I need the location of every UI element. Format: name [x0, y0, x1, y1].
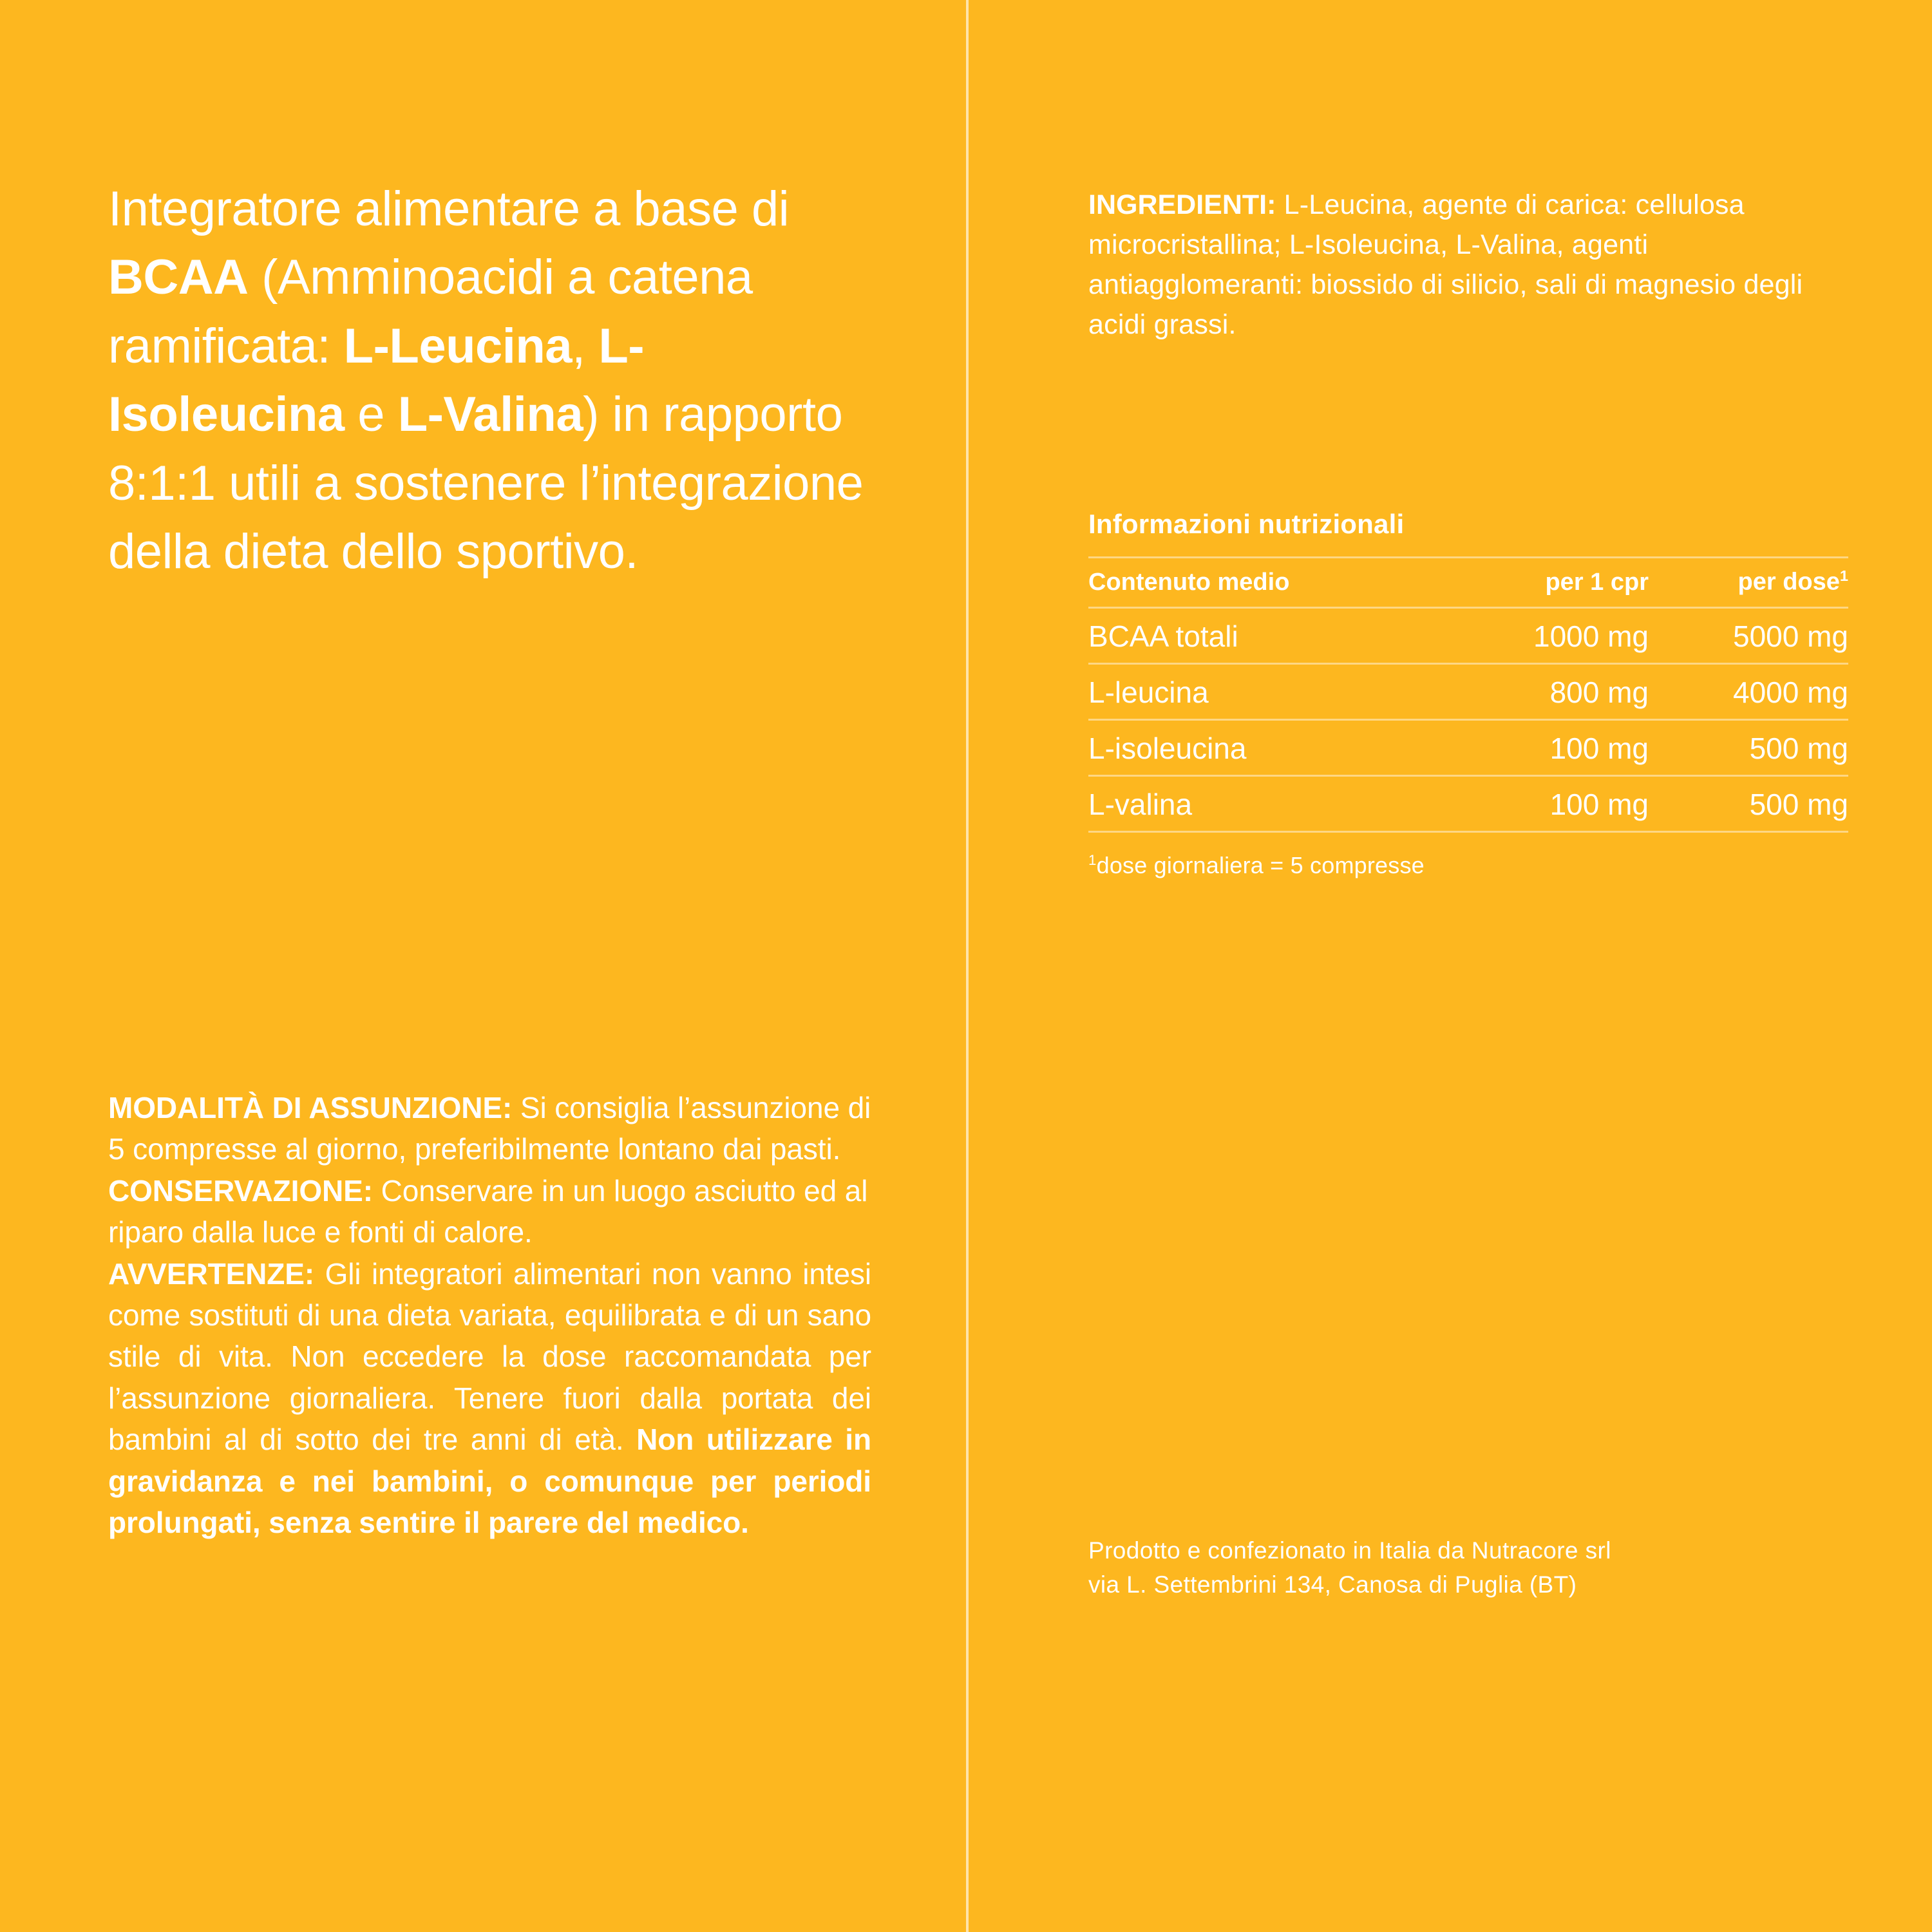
headline-seg-7: L-Valina [397, 387, 583, 442]
ingredients-label: INGREDIENTI: [1088, 189, 1276, 220]
headline-seg-0: Integratore alimentare a base di [108, 182, 790, 236]
row-name: L-leucina [1088, 663, 1449, 719]
usage-and-warnings-block [108, 1087, 871, 1543]
col-header-per-dose-superscript: 1 [1839, 567, 1848, 584]
left-column [108, 0, 871, 1932]
col-header-per-dose [1649, 558, 1848, 608]
row-per-dose: 500 mg [1649, 775, 1848, 831]
table-row [1088, 663, 1848, 719]
intake-paragraph [108, 1087, 871, 1170]
warning-label: AVVERTENZE: [108, 1256, 315, 1291]
col-header-per-dose-label: per dose [1738, 568, 1840, 596]
headline-seg-3: L-Leucina [343, 318, 573, 374]
row-per-cpr: 800 mg [1449, 663, 1649, 719]
nutrition-footnote [1088, 852, 1848, 879]
storage-paragraph [108, 1170, 871, 1253]
nutrition-title: Informazioni nutrizionali [1088, 509, 1405, 539]
intake-text: Si consiglia l’assunzione di 5 compresse al giorno, preferibilmente lontano dai pasti. [108, 1091, 871, 1166]
col-header-per-cpr: per 1 cpr [1449, 558, 1649, 608]
row-per-dose: 500 mg [1649, 719, 1848, 775]
ingredients-text: L-Leucina, agente di carica: cellulosa microcristallina; L-Isoleucina, L-Valina, agenti antiagglomeranti: biossido di silicio, sali di magnesio degli acidi grassi. [1088, 189, 1803, 340]
storage-text: Conservare in un luogo asciutto ed al riparo dalla luce e fonti di calore. [108, 1173, 868, 1249]
product-description-headline [108, 175, 875, 586]
row-per-cpr: 100 mg [1449, 719, 1649, 775]
nutrition-footnote-text: dose giornaliera = 5 compresse [1096, 851, 1425, 878]
warning-paragraph [108, 1253, 871, 1544]
column-divider [966, 0, 969, 1932]
row-per-dose: 4000 mg [1649, 663, 1848, 719]
nutrition-facts-block [1088, 509, 1848, 879]
manufacturer-line-2: via L. Settembrini 134, Canosa di Puglia (BT) [1088, 1571, 1577, 1598]
manufacturer-line-1: Prodotto e confezionato in Italia da Nutracore srl [1088, 1537, 1611, 1564]
headline-seg-6: e [344, 387, 398, 442]
row-name: L-valina [1088, 775, 1449, 831]
row-per-cpr: 1000 mg [1449, 607, 1649, 663]
headline-seg-8: ) in rapporto 8:1:1 utili a sostenere l’integrazione della dieta dello sportivo. [108, 387, 864, 579]
table-row [1088, 719, 1848, 775]
row-per-cpr: 100 mg [1449, 775, 1649, 831]
right-column [1088, 0, 1855, 1932]
storage-label: CONSERVAZIONE: [108, 1173, 373, 1208]
col-header-content: Contenuto medio [1088, 558, 1449, 608]
warning-bold-text: Non utilizzare in gravidanza e nei bambini, o comunque per periodi prolungati, senza sentire il parere del medico. [108, 1423, 871, 1539]
table-row [1088, 775, 1848, 831]
row-name: L-isoleucina [1088, 719, 1449, 775]
table-row [1088, 607, 1848, 663]
nutrition-footnote-superscript: 1 [1088, 851, 1097, 868]
headline-seg-2: (Amminoacidi a catena ramificata: [108, 250, 753, 374]
headline-seg-5: L-Isoleucina [108, 318, 645, 442]
warning-text: Gli integratori alimentari non vanno intesi come sostituti di una dieta variata, equilibrata e di un sano stile di vita. Non eccedere la dose raccomandata per l’assunzione giornaliera. Tenere fuori dalla portata dei bambini al di sotto dei tre anni di età. [108, 1256, 871, 1457]
nutrition-table [1088, 556, 1848, 833]
intake-label: MODALITÀ DI ASSUNZIONE: [108, 1091, 513, 1124]
row-per-dose: 5000 mg [1649, 607, 1848, 663]
headline-seg-4: , [572, 318, 599, 374]
headline-seg-1: BCAA [108, 250, 249, 305]
row-name: BCAA totali [1088, 607, 1449, 663]
table-header-row [1088, 558, 1848, 608]
manufacturer-block [1088, 1534, 1848, 1602]
ingredients-block [1088, 185, 1848, 345]
